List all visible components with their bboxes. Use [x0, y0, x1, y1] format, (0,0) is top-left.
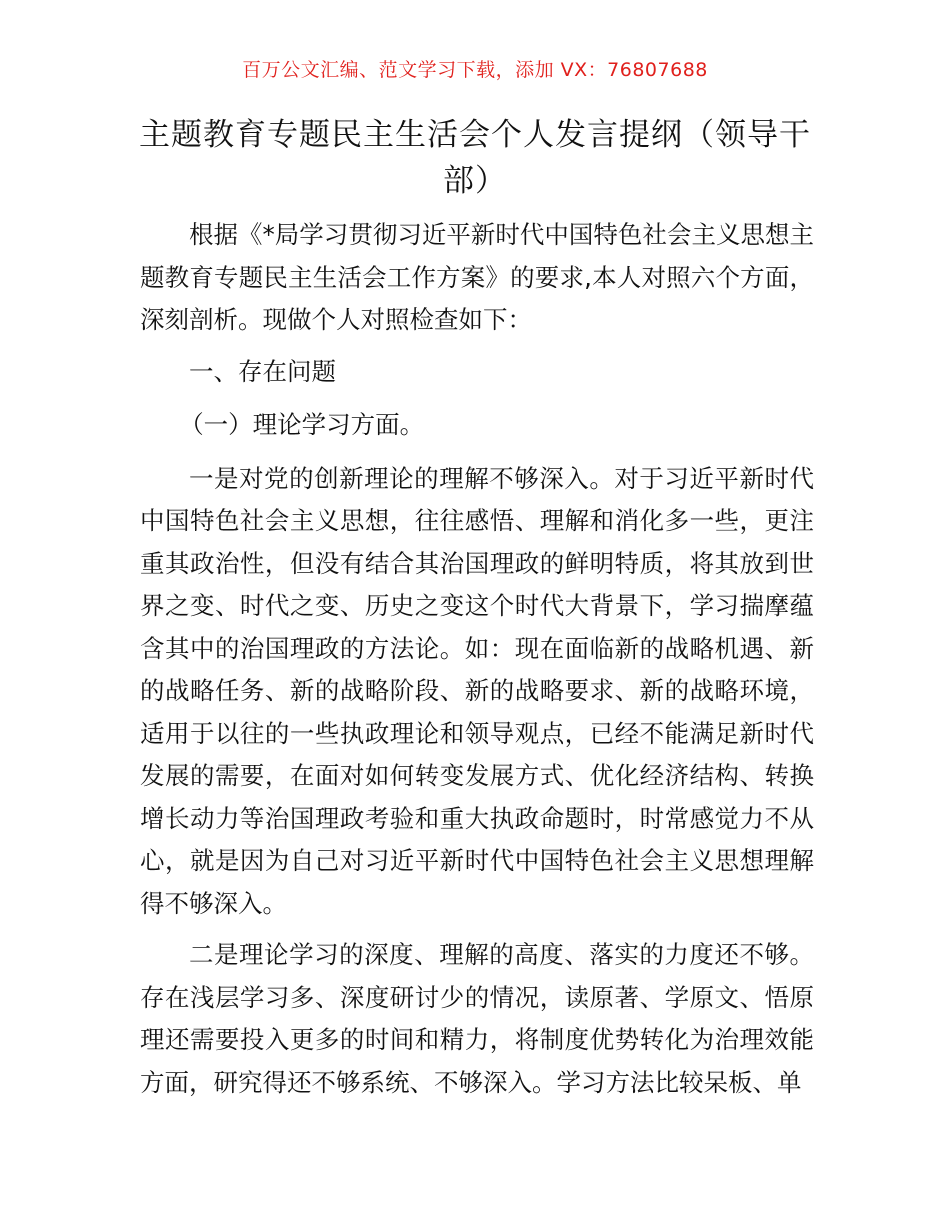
section-heading: 一、存在问题 [189, 356, 336, 386]
body-paragraph: 二是理论学习的深度、理解的高度、落实的力度还不够。存在浅层学习多、深度研讨少的情况，读原著、学原文、悟原理还需要投入更多的时间和精力，将制度优势转化为治理效能方面，研究得还不够系统、不够深入。学习方法比较呆板、单 [140, 940, 814, 1097]
intro-paragraph: 根据《*局学习贯彻习近平新时代中国特色社会主义思想主题教育专题民主生活会工作方案》的要求,本人对照六个方面，深刻剖析。现做个人对照检查如下： [140, 220, 814, 334]
document-title: 主题教育专题民主生活会个人发言提纲（领导干部） [139, 117, 811, 199]
body-paragraph: 一是对党的创新理论的理解不够深入。对于习近平新时代中国特色社会主义思想，往往感悟、理解和消化多一些，更注重其政治性，但没有结合其治国理政的鲜明特质，将其放到世界之变、时代之变、历史之变这个时代大背景下，学习揣摩蕴含其中的治国理政的方法论。如：现在面临新的战略机遇、新的战略任务、新的战略阶段、新的战略要求、新的战略环境，适用于以往的一些执政理论和领导观点，已经不能满足新时代发展的需要，在面对如何转变发展方式、优化经济结构、转换增长动力等治国理政考验和重大执政命题时，时常感觉力不从心，就是因为自己对习近平新时代中国特色社会主义思想理解得不够深入。 [140, 463, 814, 918]
subsection-heading: （一）理论学习方面。 [179, 410, 425, 439]
document-body [140, 214, 814, 1113]
watermark-header: 百万公文汇编、范文学习下载，添加 VX：76807688 [242, 59, 708, 81]
